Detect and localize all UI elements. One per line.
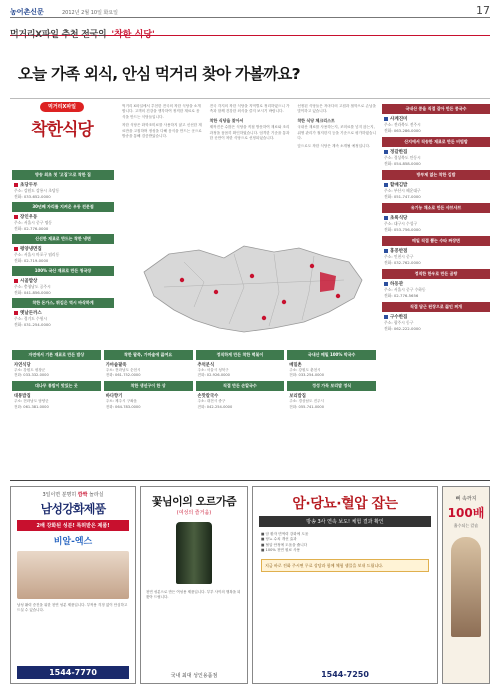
right_boxes-listing-name [382, 246, 490, 254]
right_boxes-listing-header: 직접 담근 된장으로 끓인 찌개 [382, 302, 490, 312]
right_boxes-listing-header: 매일 직접 뽑는 수타 짜장면 [382, 236, 490, 246]
bottom_grid-listing-line: 전화: 033-332-0000 [14, 373, 49, 378]
left_boxes-listing-name-text: 장인우동 [20, 215, 38, 220]
headline-divider [10, 98, 490, 99]
right_boxes-listing-line: 주소: 광주시 동구 [384, 320, 414, 325]
ad-adult-shop[interactable] [140, 486, 248, 684]
headline: 오늘 가족 외식, 안심 먹거리 찾아 가볼까요? [18, 65, 300, 83]
bottom_grid-listing-header: 자연에서 기른 재료로 만든 밥상 [12, 350, 101, 360]
program-logo-text: 착한식당 [31, 120, 93, 140]
issue-date: 2012년 2월 10일 화요일 [62, 10, 119, 16]
ad1-tagline-tail: 놀라실 [89, 492, 104, 498]
korea-map-graphic [124, 232, 374, 342]
left_boxes-listing-name [12, 308, 114, 316]
right_boxes-listing-line: 전화: 051-747-0000 [384, 193, 421, 199]
map-marker [214, 290, 218, 294]
right_boxes-listing-line: 전화: 032-762-0000 [384, 259, 421, 265]
right_boxes-listing-name [382, 147, 490, 155]
bottom_grid-listing-line: 주소: 전라남도 담양군 [14, 399, 49, 404]
bottom_grid-listing-name [12, 360, 101, 368]
bottom_grid-listing-header: 정성 가득 보리밥 정식 [287, 381, 376, 391]
ad-section-rule [10, 480, 490, 481]
section-title [10, 22, 490, 40]
left_boxes-listing-line: 주소: 경기도 수원시 [14, 316, 48, 321]
right_boxes-listing-name-text: 초록식당 [390, 216, 408, 221]
right_boxes-listing-name [382, 213, 490, 221]
ad3-list [253, 530, 437, 556]
right_boxes-listing-name-text: 홍콩반점 [390, 249, 408, 254]
left_boxes-listing-name-text: 시골밥상 [20, 279, 38, 284]
right_boxes-listing-name [382, 180, 490, 188]
ad4-big: 100배 [447, 506, 485, 520]
bottom_grid-listing-name [287, 360, 376, 368]
bottom_grid-listing-line: 전화: 064-783-0000 [105, 404, 141, 409]
bottom_grid-listing-line: 주소: 강원도 춘천시 [289, 368, 321, 372]
ad3-title: 암·당뇨·혈압 잡는 [292, 496, 398, 512]
bullet-square-icon [384, 315, 388, 319]
bottom_grid-listing-line: 전화: 055-741-0000 [289, 404, 325, 409]
section-prefix: 먹거리X파일 추천 전국의 [10, 30, 107, 40]
article-paragraph: 국내산 재료를 사용하는지, 조미료를 넣지 않는지, 위생 관리가 철저한지 등을 기준으로 평가하였습니다. [297, 125, 376, 141]
bottom_grid-listing-name-text: 손맛칼국수 [197, 394, 219, 400]
left_boxes-listing-name-text: 초당두부 [20, 183, 38, 188]
left_boxes-listing-line: 주소: 서울시 마포구 염리동 [14, 252, 60, 257]
right_boxes-listing-header: 유기농 채소로 만든 샤브샤브 [382, 203, 490, 213]
bottom_grid-listing-header: 착한 팥죽, 가마솥에 끓여요 [104, 350, 193, 360]
bottom_grid-listing-line: 주소: 제주시 구좌읍 [105, 399, 138, 404]
map-marker [262, 316, 266, 320]
ad3-list-item: ■ 혈압 안정에 도움을 줍니다 [261, 542, 308, 547]
bottom_grid-listing [196, 381, 285, 409]
bottom_grid-listing-line: 주소: 강원도 평창군 [14, 368, 46, 372]
right_boxes-listing [382, 236, 490, 265]
left_boxes-listing [12, 266, 114, 295]
ad1-phone[interactable]: 1544-7770 [17, 666, 129, 679]
right_boxes-listing-header: 정직한 한우로 만든 곰탕 [382, 269, 490, 279]
right_boxes-listing-name-text: 하동관 [390, 282, 404, 287]
right_boxes-listing-name-text: 정갈한집 [390, 150, 408, 155]
program-logo [12, 102, 112, 168]
right_boxes-listing [382, 269, 490, 298]
right_boxes-listing-name [382, 312, 490, 320]
right_boxes-listing-line: 주소: 부산시 해운대구 [384, 188, 421, 193]
ad3-bar: 방송 3사 연속 보도! 체험 결과 확인 [259, 516, 431, 527]
bottom_grid-listing-name-text: 보리밥집 [289, 394, 306, 400]
bullet-square-icon [384, 249, 388, 253]
bottom_grid-listing [104, 350, 193, 378]
bottom_grid-listing-name-text: 자연식당 [14, 363, 31, 368]
ad-calcium[interactable] [442, 486, 490, 684]
ad3-list-item: ■ 100% 천연 원료 사용 [261, 548, 301, 553]
ad-male-supplement[interactable] [10, 486, 136, 684]
bullet-square-icon [384, 150, 388, 154]
bullet-square-icon [384, 216, 388, 220]
right_boxes-listing-line: 주소: 인천시 중구 [384, 254, 414, 259]
right_boxes-listing-header: 국내산 콩을 직접 갈아 만든 콩국수 [382, 104, 490, 114]
bottom_grid-listing-header: 직접 만든 손칼국수 [196, 381, 285, 391]
ad1-band: 2배 강화된 성분! 특허받은 제품! [17, 520, 129, 531]
right_boxes-listing [382, 104, 490, 133]
map-marker [282, 300, 286, 304]
ad1-tagline-plain: 3일이면 분명히 [42, 492, 77, 498]
ad1-title: 남성강화제품 [40, 502, 106, 516]
left_boxes-listing-line: 전화: 031-254-0000 [14, 321, 51, 327]
left_boxes-listing-line: 주소: 서울시 중구 명동 [14, 220, 52, 225]
left_boxes-listing [12, 234, 114, 263]
bullet-square-icon [384, 117, 388, 121]
bullet-square-icon [384, 183, 388, 187]
bottom_grid-listing [196, 350, 285, 378]
left_boxes-listing-name-text: 평양냉면집 [20, 247, 42, 252]
left-listing-column [12, 170, 114, 330]
bottom_grid-listing [12, 381, 101, 409]
bullet-square-icon [14, 183, 18, 187]
right_boxes-listing-line: 전화: 054-858-0000 [384, 160, 421, 166]
bottom_grid-listing-name [104, 360, 193, 368]
ad1-tagline-bold: 깜짝 [77, 492, 88, 498]
bottom_grid-listing-header: 착한 생선구이 한 상 [104, 381, 193, 391]
korea-map [124, 232, 374, 342]
ad2-subtitle: (여성의 즐거움) [176, 510, 212, 516]
right_boxes-listing-line: 전화: 053-756-0000 [384, 226, 421, 232]
right_boxes-listing-line: 주소: 전라북도 전주시 [384, 122, 421, 127]
ad2-title: 꽃님이의 오르가즘 [151, 495, 237, 508]
right_boxes-listing [382, 302, 490, 331]
ad2-product-image [176, 522, 212, 584]
bullet-square-icon [14, 279, 18, 283]
ad3-list-item: ■ 암 환자 면역력 강화에 도움 [261, 532, 309, 536]
right_boxes-listing-line: 주소: 대구시 수성구 [384, 221, 418, 226]
bottom_grid-listing-name-text: 추억분식 [197, 363, 215, 368]
ad2-body: 천연 성분으로 만든 여성용 제품입니다. 부부 사이의 행복을 되찾아 드립니다. [146, 590, 241, 599]
bottom_grid-listing-header: 정직하게 만든 착한 떡볶이 [196, 350, 285, 360]
right_boxes-listing [382, 170, 490, 199]
left_boxes-listing-name [12, 276, 114, 284]
map-marker [336, 294, 340, 298]
bottom_grid-listing-header: 대나무 통밥이 맛있는 곳 [12, 381, 101, 391]
right_boxes-listing-name [382, 114, 490, 122]
bottom_grid-listing-line: 전화: 042-254-0000 [197, 404, 233, 409]
bottom_grid-listing-line: 전화: 061-381-0000 [14, 404, 49, 409]
article-subhead: 착한 식당 체크리스트 [297, 117, 335, 123]
right_boxes-listing-line: 주소: 서울시 중구 수하동 [384, 287, 426, 292]
bullet-square-icon [14, 311, 18, 315]
section-highlight: '착한 식당' [111, 30, 155, 40]
bottom_grid-listing-name-text: 바다향기 [105, 394, 123, 400]
map-marker [180, 278, 184, 282]
bottom_grid-listing-line: 주소: 대전시 중구 [197, 399, 226, 404]
bottom_grid-listing-line: 전화: 061-752-0000 [105, 373, 141, 378]
left_boxes-listing-name [12, 212, 114, 220]
left_boxes-listing [12, 202, 114, 231]
main-article [122, 104, 378, 228]
left_boxes-listing-header: 100% 국산 재료로 만든 청국장 [12, 266, 114, 276]
right_boxes-listing-name-text: 구수한집 [390, 315, 408, 320]
left_boxes-listing-header: 30년째 자리를 지켜온 우동 전문점 [12, 202, 114, 212]
bullet-square-icon [14, 215, 18, 219]
page-number: 17 [476, 4, 490, 17]
left_boxes-listing-line: 전화: 02-776-0000 [14, 225, 49, 231]
right_boxes-listing-line: 전화: 02-776-5656 [384, 292, 419, 298]
article-paragraph: 앞으로도 착한 식당은 계속 소개될 예정입니다. [297, 144, 371, 149]
bottom_grid-listing [287, 381, 376, 409]
map-marker [250, 274, 254, 278]
article-paragraph: 전국 각지의 착한 식당을 지역별로 정리하였으니 가족과 함께 건강한 외식을 즐겨 보시기 바랍니다. [209, 104, 290, 114]
program-badge: 먹거리X파일 [40, 102, 84, 112]
right_boxes-listing [382, 203, 490, 232]
newspaper-logo: 농어촌신문 [10, 8, 44, 16]
right_boxes-listing-name-text: 할매김밥 [390, 183, 408, 188]
left_boxes-listing [12, 170, 114, 199]
ad1-body: 남성 활력 증진을 위한 천연 성분 제품입니다. 부작용 걱정 없이 안심하고 드실 수 있습니다. [17, 603, 128, 612]
right_boxes-listing-header: 산지에서 직송한 재료로 만든 비빔밥 [382, 137, 490, 147]
left_boxes-listing-line: 전화: 033-652-0000 [14, 193, 51, 199]
bottom_grid-listing [104, 381, 193, 409]
left_boxes-listing-line: 주소: 충청남도 공주시 [14, 284, 51, 289]
masthead [10, 6, 490, 18]
left_boxes-listing-line: 주소: 강원도 강릉시 초당동 [14, 188, 60, 193]
right-listing-column [382, 104, 490, 335]
left_boxes-listing [12, 298, 114, 327]
ad2-footer: 국내 최대 성인용품점 [170, 673, 218, 679]
bottom_grid-listing-line: 주소: 경상남도 진주시 [289, 399, 324, 404]
right_boxes-listing-name-text: 사계진미 [390, 117, 408, 122]
ad1-photo [17, 551, 129, 599]
ad3-phone[interactable]: 1544-7250 [321, 670, 369, 679]
bullet-square-icon [14, 247, 18, 251]
bottom_grid-listing-name-text: 가마솥팥죽 [105, 363, 127, 368]
left_boxes-listing-name [12, 180, 114, 188]
left_boxes-listing-name-text: 옛날돈까스 [20, 311, 42, 316]
bottom_grid-listing-line: 전화: 033-254-0000 [289, 373, 325, 378]
bottom_grid-listing-name-text: 대통밥집 [14, 394, 31, 400]
left_boxes-listing-name [12, 244, 114, 252]
left_boxes-listing-header: 방송 최초 첫 '고집'으로 착한 집 [12, 170, 114, 180]
ad4-line1: 뼈 속까지 [455, 496, 477, 502]
article-paragraph: 먹거리 X파일에서 추천한 전국의 착한 식당을 소개합니다. 고객의 건강을 생각하여 정직한 재료로 음식을 만드는 식당들입니다. [122, 104, 201, 119]
left_boxes-listing-header: 착한 돈가스, 튀김은 역시 바삭하게 [12, 298, 114, 308]
bottom_grid-listing-line: 주소: 서울시 성북구 [197, 368, 229, 372]
right_boxes-listing-name [382, 279, 490, 287]
bottom_grid-listing-name-text: 메밀촌 [289, 363, 302, 368]
right_boxes-listing-line: 전화: 063-286-0000 [384, 127, 421, 133]
right_boxes-listing [382, 137, 490, 166]
right_boxes-listing-line: 주소: 경상북도 안동시 [384, 155, 421, 160]
bottom_grid-listing-header: 국내산 메밀 100% 막국수 [287, 350, 376, 360]
left_boxes-listing-header: 신선한 재료로 만드는 착한 냉면 [12, 234, 114, 244]
article-paragraph: 착한 식당은 화학조미료를 사용하지 않고 신선한 재료만을 고집하며 정성을 다해 음식을 만드는 곳으로 방송을 통해 검증받았습니다. [122, 123, 202, 139]
bottom-listing-grid [12, 350, 376, 410]
right_boxes-listing-line: 전화: 062-222-0000 [384, 325, 421, 331]
bottom_grid-listing-line: 주소: 전라남도 순천시 [105, 368, 141, 372]
map-marker [310, 264, 314, 268]
ad1-brand: 비알-엑스 [53, 537, 93, 547]
bottom_grid-listing-name [196, 360, 285, 368]
right_boxes-listing-header: 방부제 없는 착한 김밥 [382, 170, 490, 180]
left_boxes-listing-line: 전화: 02-719-0000 [14, 257, 49, 263]
ad1-tagline [11, 491, 135, 498]
bullet-square-icon [384, 282, 388, 286]
article-paragraph: 제작진은 수많은 식당을 직접 방문하여 재료와 조리 과정을 꼼꼼히 확인하였습니다. 엄격한 기준을 통과한 곳만이 착한 식당으로 선정되었습니다. [209, 125, 290, 141]
bottom_grid-listing [287, 350, 376, 378]
bottom_grid-listing-line: 전화: 02-926-0000 [197, 373, 230, 378]
bottom_grid-listing [12, 350, 101, 378]
left_boxes-listing-line: 전화: 041-856-0000 [14, 289, 51, 295]
article-paragraph: 선정된 식당들은 저마다의 고집과 철학으로 손님을 맞이하고 있습니다. [297, 104, 376, 114]
ad4-line2: 흡수되는 칼슘 [453, 523, 479, 528]
ad3-list-item: ■ 당뇨 수치 개선 효과 [261, 537, 297, 542]
ad-health-product[interactable] [252, 486, 438, 684]
article-subhead: 착한 식당을 찾아서 [209, 117, 244, 123]
ad3-offer-box: 지금 바로 전화 주시면 무료 상담과 함께 체험 샘플을 보내 드립니다. [261, 559, 429, 573]
ad4-figure [451, 537, 481, 637]
